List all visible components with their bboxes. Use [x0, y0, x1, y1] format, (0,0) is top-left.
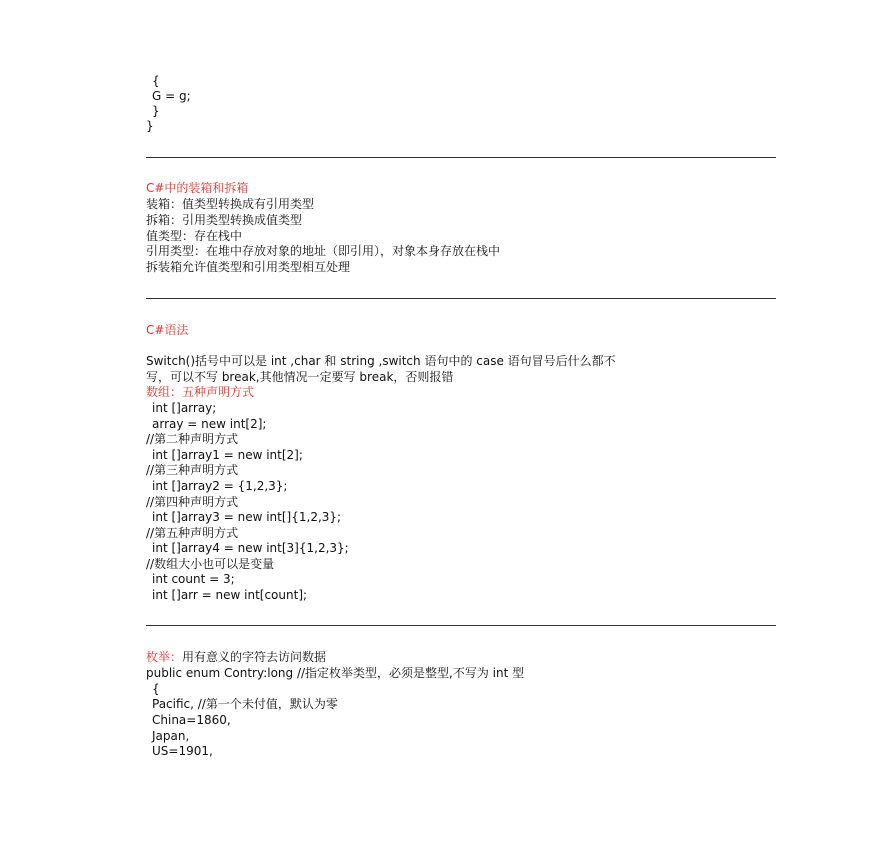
code-line: int []array2 = {1,2,3};	[152, 479, 288, 493]
section-divider	[146, 298, 776, 299]
array-title: 数组：五种声明方式	[146, 385, 255, 399]
code-line: int []array1 = new int[2];	[152, 448, 303, 462]
boxing-title: C#中的装箱和拆箱	[146, 181, 249, 195]
code-line: int []array3 = new int[]{1,2,3};	[152, 510, 342, 524]
code-line: {	[152, 682, 160, 696]
code-line: US=1901,	[152, 744, 213, 758]
boxing-line: 装箱：值类型转换成有引用类型	[146, 197, 315, 211]
boxing-line: 拆箱：引用类型转换成值类型	[146, 213, 303, 227]
enum-heading	[146, 650, 326, 665]
code-line: public enum Contry:long //指定枚举类型，必须是整型,不写为 int 型	[146, 666, 525, 680]
section-divider	[146, 157, 776, 158]
code-comment: //数组大小也可以是变量	[146, 557, 275, 571]
switch-line: Switch()括号中可以是 int ,char 和 string ,switch 语句中的 case 语句冒号后什么都不	[146, 354, 616, 368]
enum-title: 枚举：	[146, 650, 183, 664]
code-line: China=1860,	[152, 713, 231, 727]
code-line: Pacific, //第一个未付值，默认为零	[152, 697, 338, 711]
boxing-line: 值类型：存在栈中	[146, 229, 243, 243]
boxing-line: 引用类型：在堆中存放对象的地址（即引用），对象本身存放在栈中	[146, 244, 501, 258]
syntax-title: C#语法	[146, 323, 189, 337]
code-line: int count = 3;	[152, 572, 235, 586]
switch-line: 写，可以不写 break,其他情况一定要写 break，否则报错	[146, 370, 454, 384]
code-line: int []array;	[152, 401, 217, 415]
enum-title-desc: 用有意义的字符去访问数据	[182, 650, 327, 664]
code-line: int []arr = new int[count];	[152, 588, 308, 602]
code-line: }	[146, 119, 154, 133]
code-comment: //第二种声明方式	[146, 432, 239, 446]
code-line: {	[152, 74, 160, 88]
code-line: }	[152, 104, 160, 118]
code-comment: //第四种声明方式	[146, 495, 239, 509]
code-line: Japan,	[152, 729, 190, 743]
code-comment: //第三种声明方式	[146, 463, 239, 477]
code-line: array = new int[2];	[152, 417, 267, 431]
code-line: G = g;	[152, 89, 191, 103]
boxing-line: 拆装箱允许值类型和引用类型相互处理	[146, 260, 351, 274]
code-comment: //第五种声明方式	[146, 526, 239, 540]
code-line: int []array4 = new int[3]{1,2,3};	[152, 541, 349, 555]
section-divider	[146, 625, 776, 626]
